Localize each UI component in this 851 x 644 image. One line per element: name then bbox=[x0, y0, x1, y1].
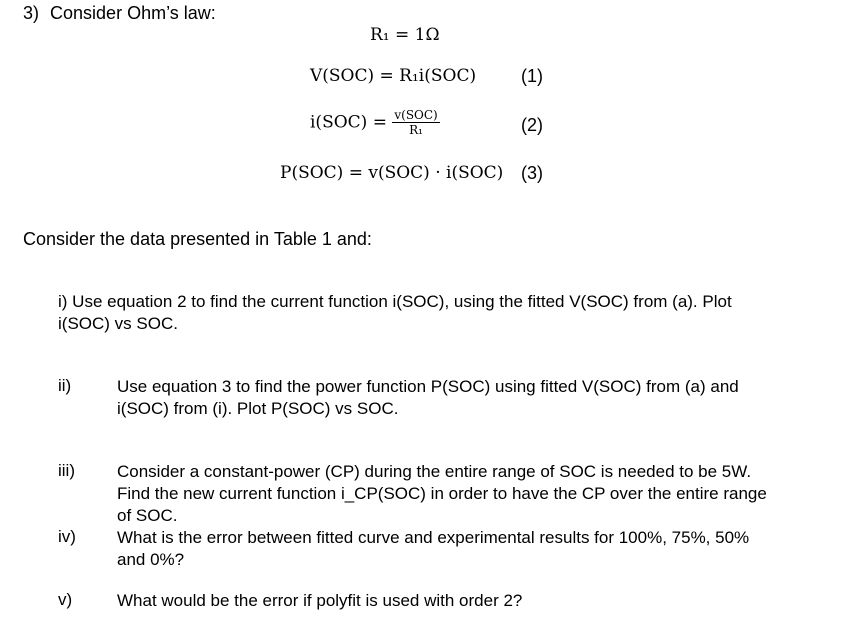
item-ii-label: ii) bbox=[58, 376, 72, 395]
equation-2-lhs: i(SOC) = bbox=[310, 112, 387, 133]
item-ii-line2: i(SOC) from (i). Plot P(SOC) vs SOC. bbox=[117, 399, 399, 418]
equation-2-numerator: v(SOC) bbox=[394, 108, 438, 122]
equation-2-number: (2) bbox=[521, 115, 543, 135]
intro-text: Consider the data presented in Table 1 and: bbox=[23, 229, 372, 249]
item-v-line1: What would be the error if polyfit is used with order 2? bbox=[117, 591, 523, 610]
equation-1: V(SOC) = R₁i(SOC) bbox=[310, 66, 477, 86]
item-iii-line3: of SOC. bbox=[117, 506, 178, 525]
question-title: Consider Ohm’s law: bbox=[50, 3, 216, 23]
equation-2 bbox=[310, 108, 440, 137]
equation-2-fraction bbox=[392, 108, 439, 137]
equation-r1: R₁ = 1Ω bbox=[370, 25, 440, 45]
item-i-line1: i) Use equation 2 to find the current function i(SOC), using the fitted V(SOC) from (a). Plot bbox=[58, 292, 732, 311]
item-ii-line1: Use equation 3 to find the power function P(SOC) using fitted V(SOC) from (a) and bbox=[117, 377, 739, 396]
equation-3: P(SOC) = v(SOC) · i(SOC) bbox=[280, 163, 504, 183]
item-iii-line2: Find the new current function i_CP(SOC) in order to have the CP over the entire range bbox=[117, 484, 767, 503]
question-heading bbox=[23, 3, 216, 24]
item-iii-label: iii) bbox=[58, 461, 75, 480]
item-iv-label: iv) bbox=[58, 527, 76, 546]
item-iv-line1: What is the error between fitted curve and experimental results for 100%, 75%, 50% bbox=[117, 528, 750, 547]
equation-2-denominator: R₁ bbox=[409, 123, 423, 137]
equation-1-number: (1) bbox=[521, 66, 543, 86]
item-iv-line2: and 0%? bbox=[117, 550, 185, 569]
item-i-line2: i(SOC) vs SOC. bbox=[58, 314, 178, 333]
equation-3-number: (3) bbox=[521, 163, 543, 183]
question-number: 3) bbox=[23, 3, 40, 23]
item-iii-line1: Consider a constant-power (CP) during the entire range of SOC is needed to be 5W. bbox=[117, 462, 752, 481]
item-v-label: v) bbox=[58, 590, 73, 609]
